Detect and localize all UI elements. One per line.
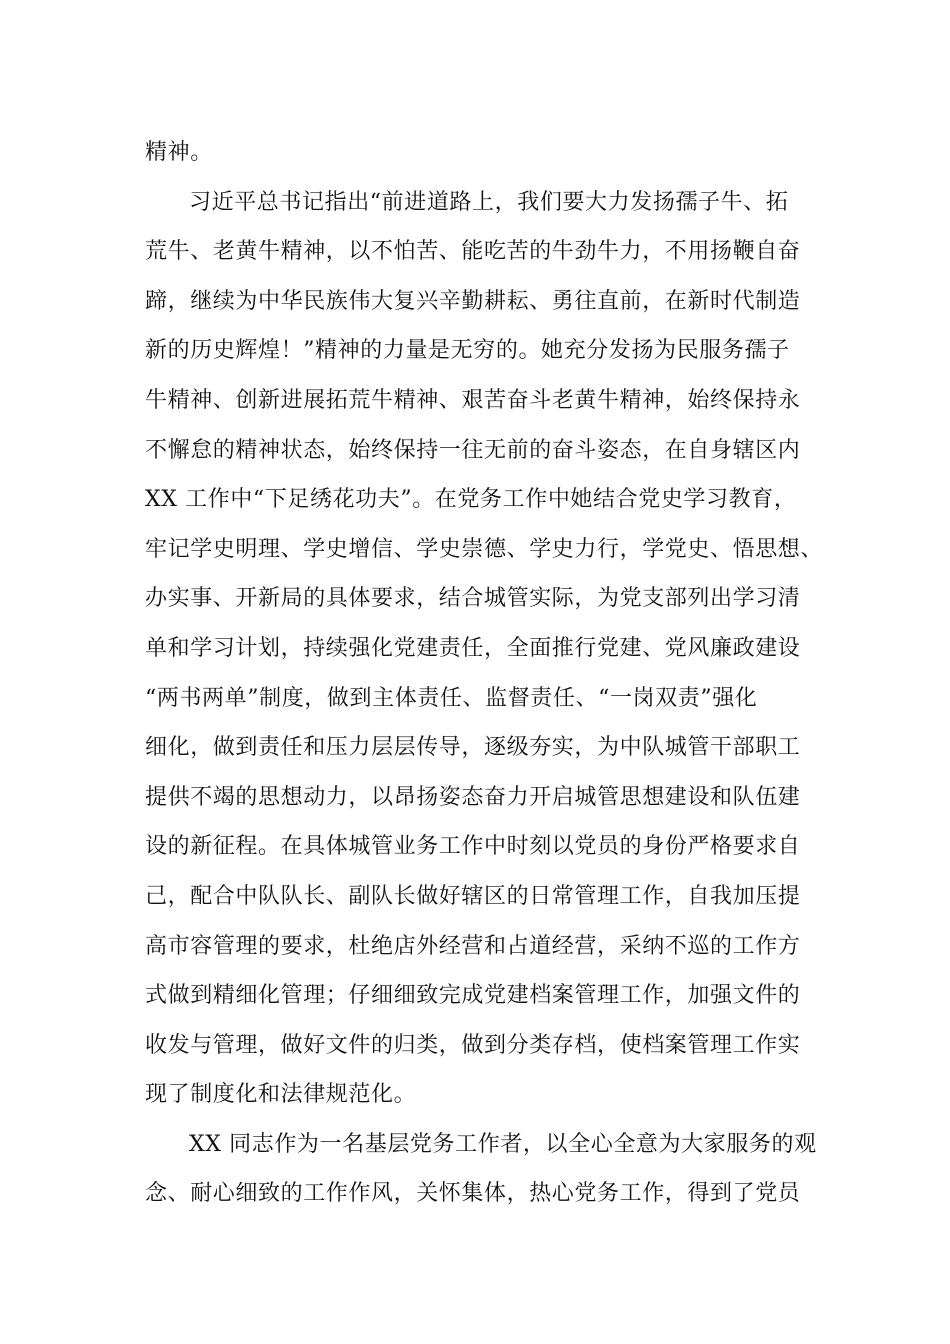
text-line: “两书两单”制度，做到主体责任、监督责任、“一岗双责”强化 — [145, 685, 758, 711]
text-line: 现了制度化和法律规范化。 — [145, 1082, 417, 1108]
text-line: 单和学习计划，持续强化党建责任，全面推行党建、党风廉政建设 — [145, 635, 801, 661]
text-line: 念、耐心细致的工作作风，关怀集体，热心党务工作，得到了党员 — [145, 1181, 801, 1207]
text-line: 办实事、开新局的具体要求，结合城管实际，为党支部列出学习清 — [145, 586, 801, 612]
text-line: 细化，做到责任和压力层层传导，逐级夯实，为中队城管干部职工 — [145, 735, 801, 761]
text-line: 新的历史辉煌！”精神的力量是无穷的。她充分发扬为民服务孺子 — [145, 338, 790, 364]
text-line: 精神。 — [145, 140, 213, 165]
paragraph-start-line: XX 同志作为一名基层党务工作者，以全心全意为大家服务的观 — [189, 1131, 817, 1157]
body-text — [145, 128, 824, 1219]
paragraph-start-line: 习近平总书记指出“前进道路上，我们要大力发扬孺子牛、拓 — [189, 189, 789, 215]
text-line: XX 工作中“下足绣花功夫”。在党务工作中她结合党史学习教育， — [145, 487, 797, 513]
text-line: 牢记学史明理、学史增信、学史崇德、学史力行，学党史、悟思想、 — [145, 536, 824, 562]
text-line: 不懈怠的精神状态，始终保持一往无前的奋斗姿态，在自身辖区内 — [145, 437, 801, 463]
text-line: 设的新征程。在具体城管业务工作中时刻以党员的身份严格要求自 — [145, 834, 801, 860]
text-line: 收发与管理，做好文件的归类，做到分类存档，使档案管理工作实 — [145, 1032, 801, 1058]
text-line: 高市容管理的要求，杜绝店外经营和占道经营，采纳不巡的工作方 — [145, 933, 801, 959]
text-line: 荒牛、老黄牛精神，以不怕苦、能吃苦的牛劲牛力，不用扬鞭自奋 — [145, 239, 801, 265]
text-line: 提供不竭的思想动力，以昂扬姿态奋力开启城管思想建设和队伍建 — [145, 784, 801, 810]
text-line: 牛精神、创新进展拓荒牛精神、艰苦奋斗老黄牛精神，始终保持永 — [145, 387, 801, 413]
text-line: 蹄，继续为中华民族伟大复兴辛勤耕耘、勇往直前，在新时代制造 — [145, 288, 801, 314]
text-line: 己，配合中队队长、副队长做好辖区的日常管理工作，自我加压提 — [145, 883, 801, 909]
text-line: 式做到精细化管理；仔细细致完成党建档案管理工作，加强文件的 — [145, 983, 801, 1009]
